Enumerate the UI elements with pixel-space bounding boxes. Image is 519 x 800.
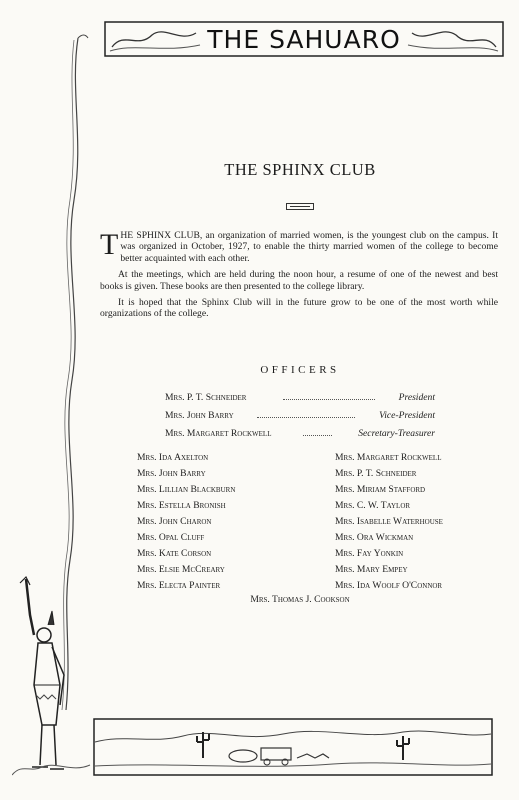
divider-ornament — [286, 203, 314, 210]
leader-dots — [283, 399, 375, 400]
drop-cap: T — [100, 228, 119, 261]
officer-name: Mrs. P. T. Schneider — [165, 392, 247, 403]
officer-role: Vice-President — [379, 410, 435, 421]
member-name: Mrs. Opal Cluff — [137, 532, 205, 543]
officers-heading: OFFICERS — [260, 364, 340, 376]
leader-dots — [303, 435, 332, 436]
native-figure-illustration — [12, 575, 92, 780]
members-left-column — [137, 450, 317, 594]
officer-role: President — [398, 392, 435, 403]
member-name: Mrs. Ida Axelton — [137, 452, 209, 463]
paragraph-3: It is hoped that the Sphinx Club will in the future grow to be one of the most worth while organizations of the college. — [100, 297, 498, 320]
officer-name: Mrs. Margaret Rockwell — [165, 428, 272, 439]
member-name: Mrs. Margaret Rockwell — [335, 452, 442, 463]
member-name: Mrs. Fay Yonkin — [335, 548, 404, 559]
officer-name: Mrs. John Barry — [165, 410, 234, 421]
member-name: Mrs. John Charon — [137, 516, 212, 527]
header-banner — [104, 21, 504, 57]
member-name: Mrs. John Barry — [137, 468, 206, 479]
member-name: Mrs. Isabelle Waterhouse — [335, 516, 443, 527]
member-name-last: Mrs. Thomas J. Cookson — [250, 594, 350, 605]
member-name: Mrs. Elsie McCreary — [137, 564, 225, 575]
officer-row — [165, 425, 435, 443]
member-name: Mrs. Miriam Stafford — [335, 484, 426, 495]
page-title: THE SPHINX CLUB — [224, 160, 376, 179]
members-right-column — [335, 450, 500, 594]
member-name: Mrs. Electa Painter — [137, 580, 221, 591]
member-name: Mrs. Lillian Blackburn — [137, 484, 236, 495]
member-name: Mrs. Ida Woolf O'Connor — [335, 580, 443, 591]
footer-landscape-band — [93, 718, 493, 776]
member-name: Mrs. Estella Bronish — [137, 500, 226, 511]
officer-row — [165, 407, 435, 425]
paragraph-1 — [100, 230, 498, 264]
banner-title: THE SAHUARO — [104, 21, 504, 57]
member-name: Mrs. Ora Wickman — [335, 532, 414, 543]
officers-list — [165, 389, 435, 443]
officer-role: Secretary-Treasurer — [358, 428, 435, 439]
member-name: Mrs. C. W. Taylor — [335, 500, 411, 511]
member-name: Mrs. Kate Corson — [137, 548, 212, 559]
member-name: Mrs. Mary Empey — [335, 564, 408, 575]
paragraph-1-text: HE SPHINX CLUB, an organization of married women, is the youngest club on the campus. It was organized in October, 1927, to enable the thirty married women of the college to become better acquainted with each other. — [120, 230, 498, 264]
member-name: Mrs. P. T. Schneider — [335, 468, 417, 479]
leader-dots — [257, 417, 355, 418]
paragraph-2: At the meetings, which are held during the noon hour, a resume of one of the newest and best books is given. These books are then presented to the college library. — [100, 269, 498, 292]
officer-row — [165, 389, 435, 407]
article-body — [100, 230, 498, 325]
